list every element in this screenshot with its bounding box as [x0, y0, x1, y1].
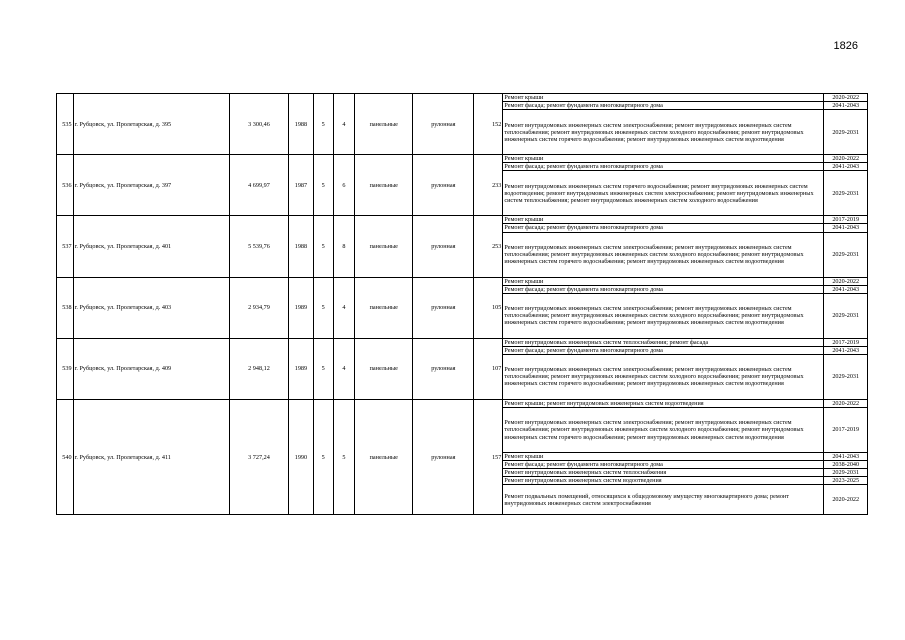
row-number-cell: 535 [57, 94, 74, 155]
residents-cell: 105 [474, 277, 503, 338]
work-period-cell: 2020-2022 [824, 399, 868, 407]
area-cell: 3 300,46 [229, 94, 288, 155]
address-cell: г. Рубцовск, ул. Пролетарская, д. 403 [73, 277, 229, 338]
entrances-cell: 8 [333, 216, 355, 277]
area-cell: 2 934,79 [229, 277, 288, 338]
work-type-cell: Ремонт внутридомовых инженерных систем электроснабжения; ремонт внутридомовых инженерных систем теплоснабжения; ремонт внутридомовых инженерных систем холодного водоснабжения; ремонт внутридомовых инженерных систем горячего водоснабжения; ремонт внутридомовых инженерных систем водоотведения [503, 408, 824, 453]
work-period-cell: 2017-2019 [824, 216, 868, 224]
year-cell: 1988 [288, 94, 313, 155]
work-type-cell: Ремонт фасада; ремонт фундамента многоквартирного дома [503, 163, 824, 171]
residents-cell: 233 [474, 155, 503, 216]
work-type-cell: Ремонт фасада; ремонт фундамента многоквартирного дома [503, 224, 824, 232]
table-row [57, 338, 868, 346]
roof-type-cell: рулонная [413, 338, 474, 399]
wall-material-cell: панельные [355, 155, 413, 216]
work-type-cell: Ремонт крыши [503, 277, 824, 285]
table-body [57, 94, 868, 515]
entrances-cell: 4 [333, 277, 355, 338]
work-period-cell: 2041-2043 [824, 163, 868, 171]
work-period-cell: 2020-2022 [824, 277, 868, 285]
wall-material-cell: панельные [355, 399, 413, 514]
work-type-cell: Ремонт фасада; ремонт фундамента многоквартирного дома [503, 346, 824, 354]
page-number: 1826 [833, 40, 858, 52]
wall-material-cell: панельные [355, 277, 413, 338]
work-type-cell: Ремонт внутридомовых инженерных систем электроснабжения; ремонт внутридомовых инженерных систем теплоснабжения; ремонт внутридомовых инженерных систем холодного водоснабжения; ремонт внутридомовых инженерных систем горячего водоснабжения; ремонт внутридомовых инженерных систем водоотведения [503, 232, 824, 277]
floors-cell: 5 [313, 94, 333, 155]
work-type-cell: Ремонт крыши [503, 453, 824, 461]
work-period-cell: 2041-2043 [824, 285, 868, 293]
work-type-cell: Ремонт крыши [503, 155, 824, 163]
work-type-cell: Ремонт внутридомовых инженерных систем теплоснабжения; ремонт фасада [503, 338, 824, 346]
wall-material-cell: панельные [355, 94, 413, 155]
work-period-cell: 2029-2031 [824, 469, 868, 477]
table-row [57, 216, 868, 224]
residents-cell: 152 [474, 94, 503, 155]
work-period-cell: 2020-2022 [824, 485, 868, 515]
floors-cell: 5 [313, 216, 333, 277]
work-period-cell: 2029-2031 [824, 110, 868, 155]
work-period-cell: 2029-2031 [824, 232, 868, 277]
address-cell: г. Рубцовск, ул. Пролетарская, д. 401 [73, 216, 229, 277]
entrances-cell: 5 [333, 399, 355, 514]
work-period-cell: 2017-2019 [824, 338, 868, 346]
residents-cell: 107 [474, 338, 503, 399]
work-period-cell: 2041-2043 [824, 453, 868, 461]
work-type-cell: Ремонт подвальных помещений, относящихся к общедомовому имуществу многоквартирного дома; ремонт внутридомовых инженерных систем электроснабжения [503, 485, 824, 515]
roof-type-cell: рулонная [413, 277, 474, 338]
year-cell: 1990 [288, 399, 313, 514]
building-register-table [56, 93, 868, 515]
work-period-cell: 2029-2031 [824, 354, 868, 399]
residents-cell: 253 [474, 216, 503, 277]
floors-cell: 5 [313, 338, 333, 399]
work-type-cell: Ремонт внутридомовых инженерных систем электроснабжения; ремонт внутридомовых инженерных систем теплоснабжения; ремонт внутридомовых инженерных систем холодного водоснабжения; ремонт внутридомовых инженерных систем горячего водоснабжения; ремонт внутридомовых инженерных систем водоотведения [503, 293, 824, 338]
work-period-cell: 2041-2043 [824, 102, 868, 110]
work-period-cell: 2020-2022 [824, 155, 868, 163]
work-type-cell: Ремонт фасада; ремонт фундамента многоквартирного дома [503, 102, 824, 110]
floors-cell: 5 [313, 155, 333, 216]
work-type-cell: Ремонт крыши [503, 94, 824, 102]
address-cell: г. Рубцовск, ул. Пролетарская, д. 395 [73, 94, 229, 155]
floors-cell: 5 [313, 399, 333, 514]
work-period-cell: 2017-2019 [824, 408, 868, 453]
table-row [57, 155, 868, 163]
roof-type-cell: рулонная [413, 399, 474, 514]
work-period-cell: 2029-2031 [824, 171, 868, 216]
table-row [57, 399, 868, 407]
wall-material-cell: панельные [355, 338, 413, 399]
table-row [57, 94, 868, 102]
work-type-cell: Ремонт внутридомовых инженерных систем горячего водоснабжения; ремонт внутридомовых инженерных систем водоотведения; ремонт внутридомовых инженерных систем электроснабжения; ремонт внутридомовых инженерных систем теплоснабжения; ремонт внутридомовых инженерных систем холодного водоснабжения [503, 171, 824, 216]
work-period-cell: 2029-2031 [824, 293, 868, 338]
work-period-cell: 2023-2025 [824, 477, 868, 485]
area-cell: 4 699,97 [229, 155, 288, 216]
work-period-cell: 2020-2022 [824, 94, 868, 102]
row-number-cell: 539 [57, 338, 74, 399]
roof-type-cell: рулонная [413, 216, 474, 277]
work-period-cell: 2038-2040 [824, 461, 868, 469]
entrances-cell: 6 [333, 155, 355, 216]
table-row [57, 277, 868, 285]
work-type-cell: Ремонт внутридомовых инженерных систем электроснабжения; ремонт внутридомовых инженерных систем теплоснабжения; ремонт внутридомовых инженерных систем холодного водоснабжения; ремонт внутридомовых инженерных систем горячего водоснабжения; ремонт внутридомовых инженерных систем водоотведения [503, 110, 824, 155]
work-type-cell: Ремонт фасада; ремонт фундамента многоквартирного дома [503, 461, 824, 469]
work-type-cell: Ремонт фасада; ремонт фундамента многоквартирного дома [503, 285, 824, 293]
area-cell: 5 539,76 [229, 216, 288, 277]
work-type-cell: Ремонт крыши; ремонт внутридомовых инженерных систем водоотведения [503, 399, 824, 407]
row-number-cell: 538 [57, 277, 74, 338]
work-period-cell: 2041-2043 [824, 346, 868, 354]
entrances-cell: 4 [333, 94, 355, 155]
year-cell: 1987 [288, 155, 313, 216]
address-cell: г. Рубцовск, ул. Пролетарская, д. 409 [73, 338, 229, 399]
work-type-cell: Ремонт внутридомовых инженерных систем электроснабжения; ремонт внутридомовых инженерных систем теплоснабжения; ремонт внутридомовых инженерных систем холодного водоснабжения; ремонт внутридомовых инженерных систем горячего водоснабжения; ремонт внутридомовых инженерных систем водоотведения [503, 354, 824, 399]
residents-cell: 157 [474, 399, 503, 514]
address-cell: г. Рубцовск, ул. Пролетарская, д. 397 [73, 155, 229, 216]
year-cell: 1988 [288, 216, 313, 277]
row-number-cell: 537 [57, 216, 74, 277]
work-type-cell: Ремонт внутридомовых инженерных систем водоотведения [503, 477, 824, 485]
row-number-cell: 536 [57, 155, 74, 216]
work-type-cell: Ремонт крыши [503, 216, 824, 224]
address-cell: г. Рубцовск, ул. Пролетарская, д. 411 [73, 399, 229, 514]
year-cell: 1989 [288, 277, 313, 338]
wall-material-cell: панельные [355, 216, 413, 277]
roof-type-cell: рулонная [413, 94, 474, 155]
row-number-cell: 540 [57, 399, 74, 514]
year-cell: 1989 [288, 338, 313, 399]
work-period-cell: 2041-2043 [824, 224, 868, 232]
floors-cell: 5 [313, 277, 333, 338]
roof-type-cell: рулонная [413, 155, 474, 216]
work-type-cell: Ремонт внутридомовых инженерных систем теплоснабжения [503, 469, 824, 477]
area-cell: 3 727,24 [229, 399, 288, 514]
area-cell: 2 948,12 [229, 338, 288, 399]
entrances-cell: 4 [333, 338, 355, 399]
